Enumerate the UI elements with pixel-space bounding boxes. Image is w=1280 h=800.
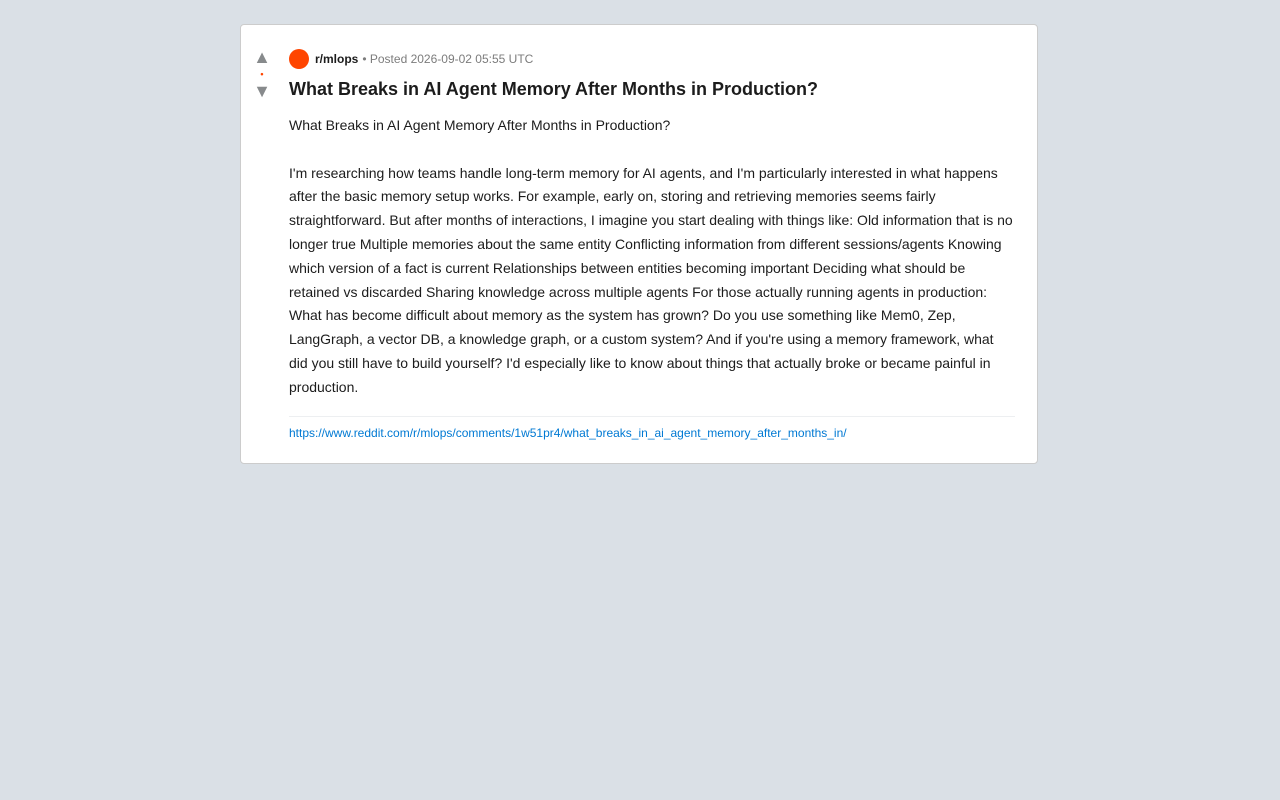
upvote-arrow-icon[interactable]: ▲ bbox=[253, 47, 271, 67]
post-body: What Breaks in AI Agent Memory After Months in Production? I'm researching how teams handle long-term memory for AI agents, and I'm particularly interested in what happens after the basic memory setup works. For example, early on, storing and retrieving memories seems fairly straightforward. But after months of interactions, I imagine you start dealing with things like: Old information that is no longer true Multiple memories about the same entity Conflicting information from different sessions/agents Knowing which version of a fact is current Relationships between entities becoming important Deciding what should be retained vs discarded Sharing knowledge across multiple agents For those actually running agents in production: What has become difficult about memory as the system has grown? Do you use something like Mem0, Zep, LangGraph, a vector DB, a knowledge graph, or a custom system? And if you're using a memory framework, what did you still have to build yourself? I'd especially like to know about things that actually broke or became painful in production. bbox=[289, 117, 1013, 395]
post-permalink[interactable]: https://www.reddit.com/r/mlops/comments/1w51pr4/what_breaks_in_ai_agent_memory_after_months_in/ bbox=[289, 425, 847, 440]
post-meta bbox=[289, 49, 1015, 69]
post-card bbox=[240, 24, 1038, 464]
post-content bbox=[289, 49, 1015, 442]
post-title[interactable]: What Breaks in AI Agent Memory After Months in Production? bbox=[289, 79, 819, 99]
posted-timestamp: • Posted 2026-09-02 05:55 UTC bbox=[362, 52, 534, 66]
divider bbox=[289, 416, 1015, 417]
vote-score: • bbox=[260, 69, 264, 79]
subreddit-avatar-icon[interactable] bbox=[289, 49, 309, 69]
downvote-arrow-icon[interactable]: ▼ bbox=[253, 81, 271, 101]
vote-column bbox=[241, 47, 283, 101]
subreddit-name[interactable]: r/mlops bbox=[315, 52, 359, 66]
